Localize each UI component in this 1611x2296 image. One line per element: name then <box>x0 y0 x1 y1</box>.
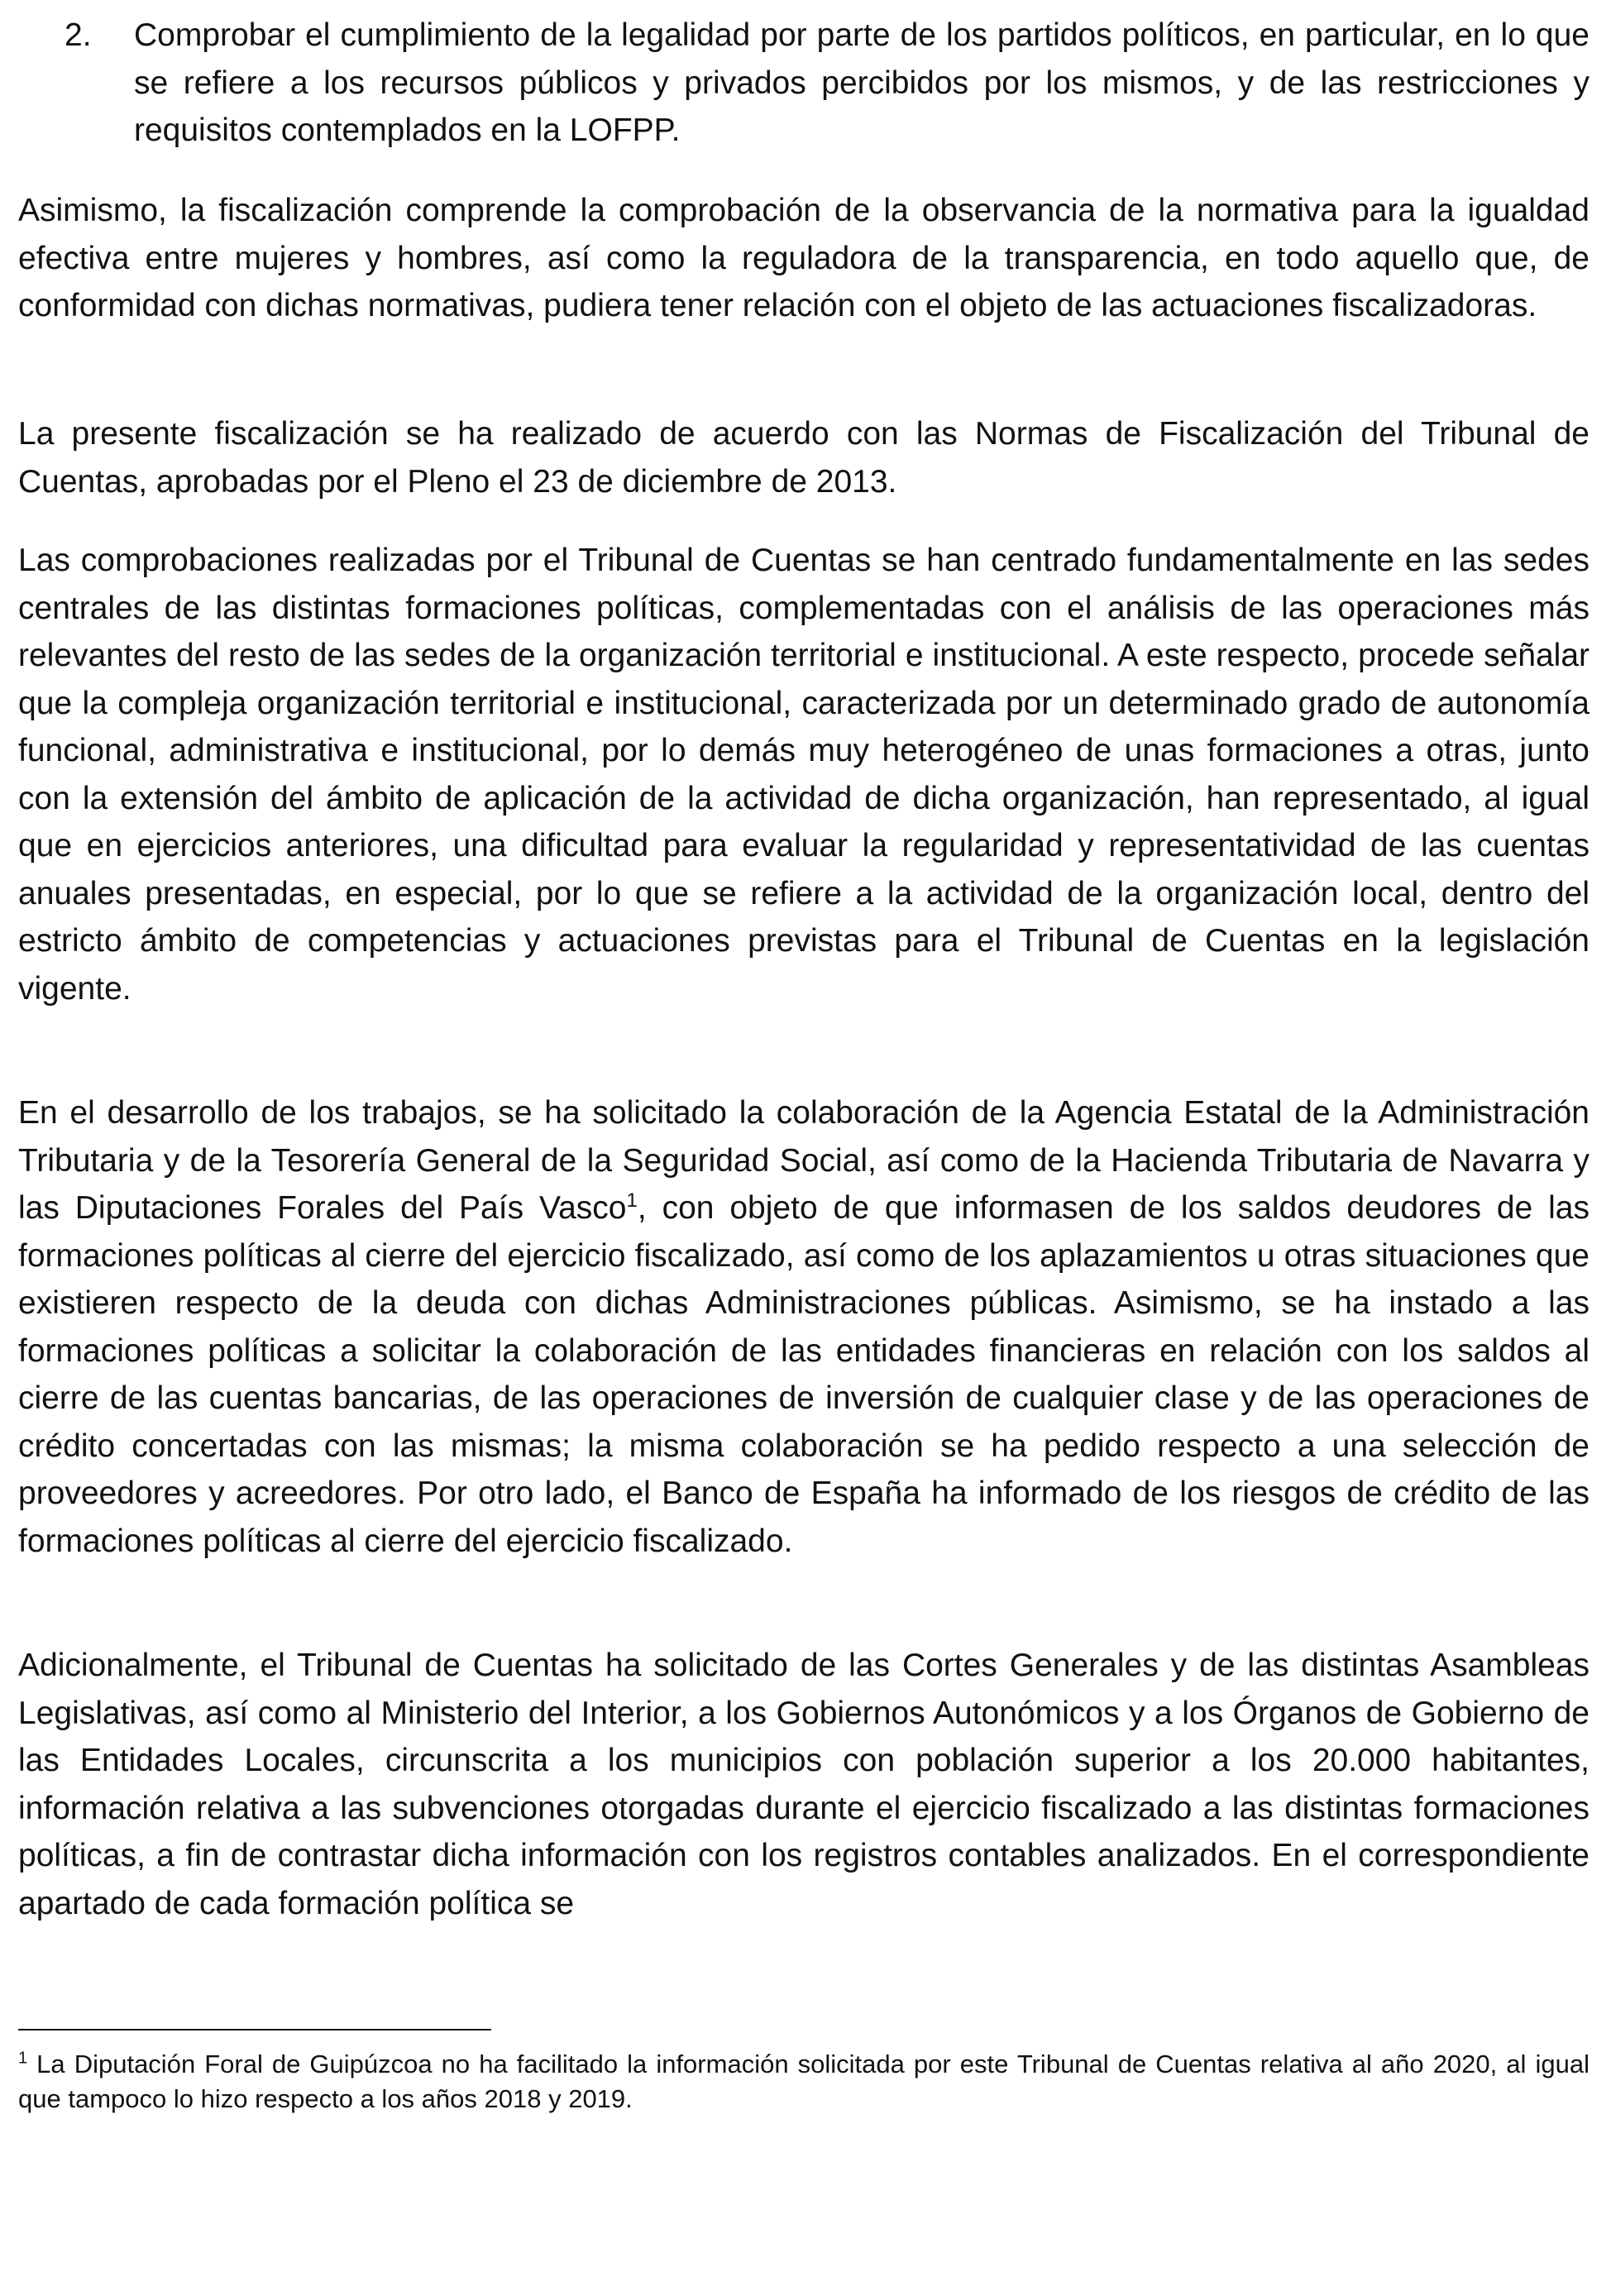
footnote-text: La Diputación Foral de Guipúzcoa no ha facilitado la información solicitada por este Tribunal de Cuentas relativa al año 2020, al igual que tampoco lo hizo respecto a los años 2018 y 2019. <box>18 2050 1589 2113</box>
paragraph-audit-standards: La presente fiscalización se ha realizado de acuerdo con las Normas de Fiscalización del Tribunal de Cuentas, aprobadas por el Pleno el 23 de diciembre de 2013. <box>18 416 1589 500</box>
footnote-reference[interactable]: 1 <box>626 1189 638 1212</box>
paragraph-verification-scope: Las comprobaciones realizadas por el Tribunal de Cuentas se han centrado fundamentalmente en las sedes centrales de las distintas formaciones políticas, complementadas con el análisis de las operaciones más relevantes del resto de las sedes de la organización territorial e institucional. A este respecto, procede señalar que la compleja organización territorial e institucional, caracterizada por un determinado grado de autonomía funcional, administrativa e institucional, por lo demás muy heterogéneo de unas formaciones a otras, junto con la extensión del ámbito de aplicación de la actividad de dicha organización, han representado, al igual que en ejercicios anteriores, una dificultad para evaluar la regularidad y representatividad de las cuentas anuales presentadas, en especial, por lo que se refiere a la actividad de la organización local, dentro del estricto ámbito de competencias y actuaciones previstas para el Tribunal de Cuentas en la legislación vigente. <box>18 543 1589 1007</box>
paragraph-subsidy-information: Adicionalmente, el Tribunal de Cuentas ha solicitado de las Cortes Generales y de las distintas Asambleas Legislativas, así como al Ministerio del Interior, a los Gobiernos Autonómicos y a los Órganos de Gobierno de las Entidades Locales, circunscrita a los municipios con población superior a los 20.000 habitantes, información relativa a las subvenciones otorgadas durante el ejercicio fiscalizado a las distintas formaciones políticas, a fin de contrastar dicha información con los registros contables analizados. En el correspondiente apartado de cada formación política se <box>18 1648 1589 1921</box>
paragraph-equality-transparency: Asimismo, la fiscalización comprende la comprobación de la observancia de la normativa para la igualdad efectiva entre mujeres y hombres, así como la reguladora de la transparencia, en todo aquello que, de conformidad con dichas normativas, pudiera tener relación con el objeto de las actuaciones fiscalizadoras. <box>18 193 1589 323</box>
paragraph-text-segment: En el desarrollo de los trabajos, se ha solicitado la colaboración de la Agencia Estatal de la Administración Tributaria y de la Tesorería General de la Seguridad Social, así como de la Hacienda Tributaria de Navarra y las Diputaciones Forales del País Vasco <box>18 1095 1589 1226</box>
paragraph-collaboration-requests <box>18 1089 1589 1565</box>
footnote-marker: 1 <box>18 2049 28 2068</box>
footnote-separator <box>18 2029 491 2031</box>
list-item-number: 2. <box>65 17 92 53</box>
footnote <box>18 2047 1589 2117</box>
list-item-text: Comprobar el cumplimiento de la legalidad por parte de los partidos políticos, en particular, en lo que se refiere a los recursos públicos y privados percibidos por los mismos, y de las restricciones y requisitos contemplados en la LOFPP. <box>134 17 1589 148</box>
paragraph-text-segment: , con objeto de que informasen de los saldos deudores de las formaciones políticas al cierre del ejercicio fiscalizado, así como de los aplazamientos u otras situaciones que existieren respecto de la deuda con dichas Administraciones públicas. Asimismo, se ha instado a las formaciones políticas a solicitar la colaboración de las entidades financieras en relación con los saldos al cierre de las cuentas bancarias, de las operaciones de inversión de cualquier clase y de las operaciones de crédito concertadas con las mismas; la misma colaboración se ha pedido respecto a una selección de proveedores y acreedores. Por otro lado, el Banco de España ha informado de los riesgos de crédito de las formaciones políticas al cierre del ejercicio fiscalizado. <box>18 1190 1589 1559</box>
numbered-list-item <box>18 12 1589 155</box>
